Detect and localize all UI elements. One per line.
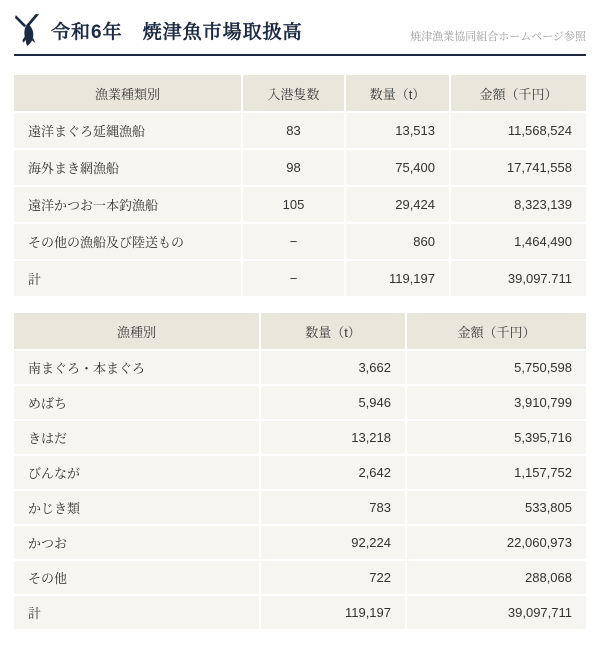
table-cell-total: 39,097,711 [407, 596, 586, 629]
table-cell-total: 39,097.711 [451, 261, 586, 296]
page-header [14, 14, 586, 56]
vessel-table-header-amount: 金額（千円） [451, 75, 586, 111]
table-cell: 13,218 [261, 421, 405, 454]
table-cell: 98 [243, 150, 344, 185]
header-title-group [14, 14, 303, 47]
table-cell: 遠洋まぐろ延縄漁船 [14, 113, 241, 148]
table-cell-total: 計 [14, 261, 241, 296]
table-cell: 13,513 [346, 113, 449, 148]
table-cell-total: 119,197 [346, 261, 449, 296]
table-cell: 5,750,598 [407, 351, 586, 384]
table-cell: 5,946 [261, 386, 405, 419]
table-cell: 5,395,716 [407, 421, 586, 454]
vessel-table-header-qty: 数量（t） [346, 75, 449, 111]
table-cell: 722 [261, 561, 405, 594]
table-cell: その他 [14, 561, 259, 594]
species-table-header-species: 漁種別 [14, 313, 259, 349]
table-cell: 2,642 [261, 456, 405, 489]
table-cell: 遠洋かつお一本釣漁船 [14, 187, 241, 222]
table-cell: めばち [14, 386, 259, 419]
table-cell: 11,568,524 [451, 113, 586, 148]
table-cell: 783 [261, 491, 405, 524]
table-cell-total: 計 [14, 596, 259, 629]
table-cell: 83 [243, 113, 344, 148]
source-note: 焼津漁業協同組合ホームページ参照 [410, 31, 586, 43]
table-cell: 860 [346, 224, 449, 259]
table-cell: 22,060,973 [407, 526, 586, 559]
fish-icon [14, 14, 42, 47]
table-cell: かじき類 [14, 491, 259, 524]
vessel-table [14, 75, 586, 296]
table-cell: 105 [243, 187, 344, 222]
table-cell: 533,805 [407, 491, 586, 524]
table-cell: その他の漁船及び陸送もの [14, 224, 241, 259]
table-cell: 3,662 [261, 351, 405, 384]
table-cell: 75,400 [346, 150, 449, 185]
vessel-table-header-ships: 入港隻数 [243, 75, 344, 111]
table-cell: びんなが [14, 456, 259, 489]
species-table-header-amount: 金額（千円） [407, 313, 586, 349]
vessel-table-header-type: 漁業種類別 [14, 75, 241, 111]
table-cell: 8,323,139 [451, 187, 586, 222]
table-cell: 1,464,490 [451, 224, 586, 259]
table-cell-total: 119,197 [261, 596, 405, 629]
table-cell: きはだ [14, 421, 259, 454]
table-cell: 288,068 [407, 561, 586, 594]
species-table-header-qty: 数量（t） [261, 313, 405, 349]
table-cell: かつお [14, 526, 259, 559]
table-cell: 3,910,799 [407, 386, 586, 419]
table-cell: 1,157,752 [407, 456, 586, 489]
page-title: 令和6年 焼津魚市場取扱高 [51, 22, 303, 43]
page-container [14, 14, 586, 629]
table-cell-total: − [243, 261, 344, 296]
table-cell: − [243, 224, 344, 259]
table-cell: 92,224 [261, 526, 405, 559]
table-cell: 17,741,558 [451, 150, 586, 185]
table-cell: 29,424 [346, 187, 449, 222]
table-cell: 南まぐろ・本まぐろ [14, 351, 259, 384]
species-table [14, 313, 586, 629]
table-cell: 海外まき網漁船 [14, 150, 241, 185]
